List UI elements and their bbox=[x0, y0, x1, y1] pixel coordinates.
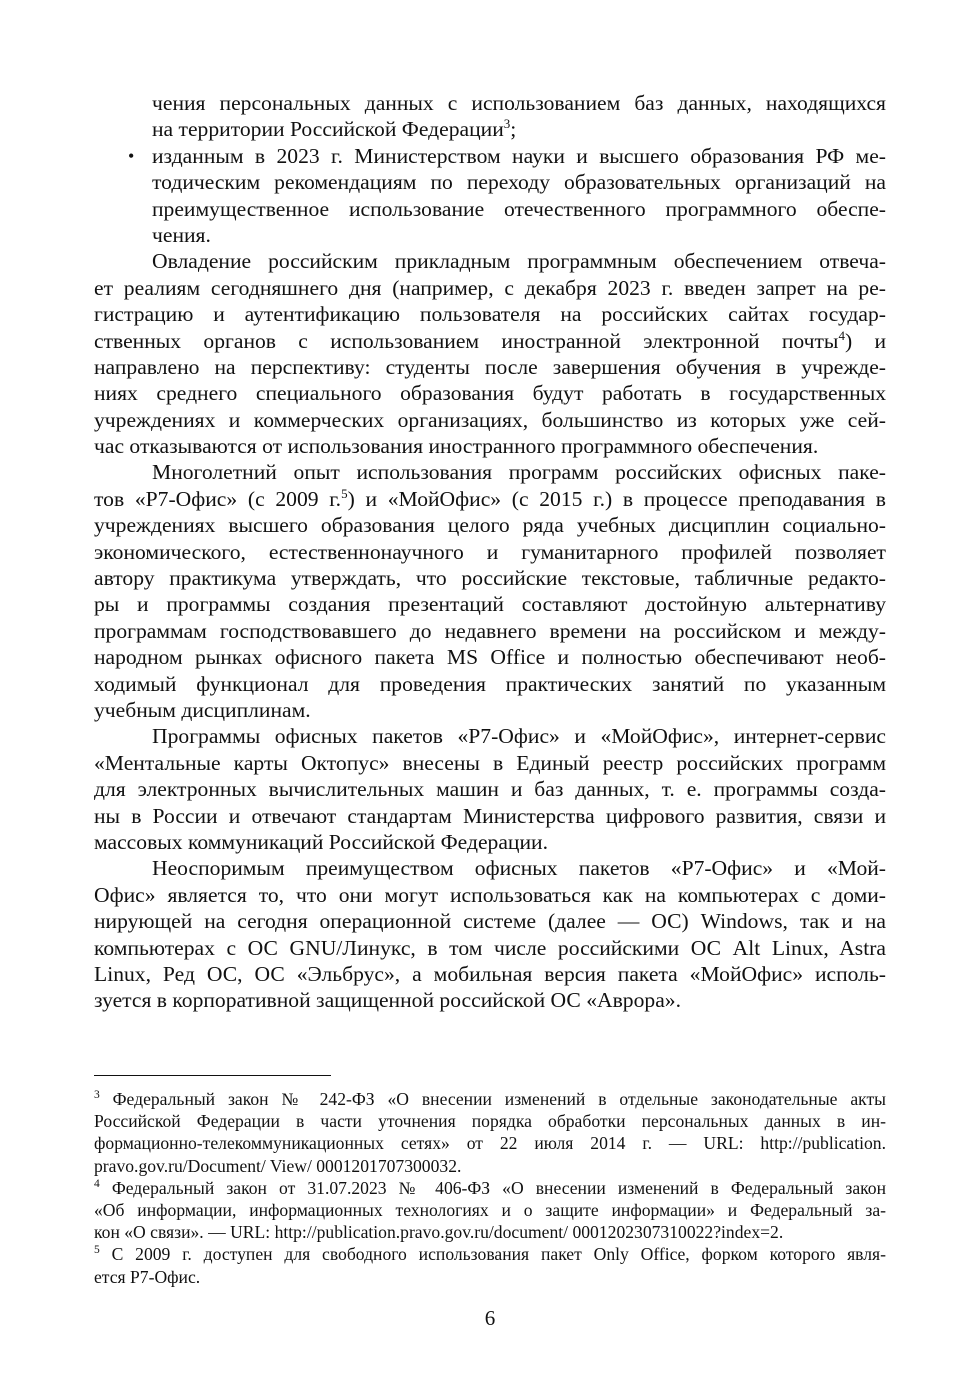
footnote-line: $^4$ Федеральный закон от 31.07.2023 № 406-ФЗ «О внесении изменений в Федеральный закон bbox=[94, 1177, 886, 1198]
footnote-3 bbox=[94, 1088, 886, 1177]
p1-line: ниях среднего специального образования будут работать в государственных bbox=[94, 381, 886, 406]
p1-line: учреждениях и коммерческих организациях, большинство из которых уже сей- bbox=[94, 407, 886, 432]
paragraph-2 bbox=[94, 459, 886, 723]
footnote-divider bbox=[94, 1075, 331, 1076]
paragraph-1 bbox=[94, 248, 886, 459]
p4-line: компьютерах с ОС GNU/Линукс, в том числе российскими ОС Alt Linux, Astra bbox=[94, 935, 886, 960]
intro-line-1: чения персональных данных с использованием баз данных, находящихся bbox=[152, 91, 886, 115]
footnote-mark-5: 5 bbox=[94, 1244, 100, 1257]
p3-line: для электронных вычислительных машин и баз данных, т. е. программы созда- bbox=[94, 777, 886, 802]
footnote-line: $^3$ Федеральный закон № 242-ФЗ «О внесении изменений в отдельные законодательные акты bbox=[94, 1089, 886, 1109]
footnote-ref-4[interactable]: 4 bbox=[838, 327, 845, 343]
p3-line: ны в России и отвечают стандартам Министерства цифрового развития, связи и bbox=[94, 803, 886, 828]
footnote-mark-3: 3 bbox=[94, 1089, 100, 1102]
p2-line: учреждениях высшего образования целого ряда учебных дисциплин социально- bbox=[94, 513, 886, 538]
p1-line: ственных органов с использованием иностранной электронной почты$^4$) и bbox=[94, 327, 887, 353]
p2-line: народном рынках офисного пакета MS Office и полностью обеспечивают необ- bbox=[94, 645, 886, 670]
paragraph-3 bbox=[94, 723, 886, 855]
p2-line: автору практикума утверждать, что российские текстовые, табличные редакто- bbox=[94, 566, 886, 591]
page-body bbox=[94, 90, 886, 1014]
footnote-line: «Об информации, информационных технологиях и о защите информации» и Федеральный за- bbox=[94, 1199, 886, 1220]
p1-line: гистрацию и аутентификацию пользователя на российских сайтах государ- bbox=[94, 302, 886, 327]
bullet-item bbox=[94, 143, 886, 249]
p3-line: Программы офисных пакетов «Р7-Офис» и «МойОфис», интернет-сервис bbox=[152, 724, 886, 749]
footnote-line: кон «О связи». — URL: http://publication.pravo.gov.ru/document/ 0001202307310022?index=2. bbox=[94, 1222, 784, 1243]
p2-line: программам господствовавшего до недавнего времени на российском и между- bbox=[94, 618, 886, 643]
bullet-icon: • bbox=[128, 145, 135, 166]
p2-line: учебным дисциплинам. bbox=[94, 697, 311, 722]
p4-line: Офис» является то, что они могут использоваться как на компьютерах с доми- bbox=[94, 882, 886, 907]
bullet-line-4: чения. bbox=[152, 222, 211, 247]
footnote-4 bbox=[94, 1177, 886, 1244]
bullet-line-1: изданным в 2023 г. Министерством науки и высшего образования РФ ме- bbox=[152, 143, 886, 168]
footnote-line: $^5$ С 2009 г. доступен для свободного использования пакет Only Office, форком которого явля- bbox=[94, 1244, 886, 1265]
footnote-mark-4: 4 bbox=[94, 1177, 100, 1190]
footnote-ref-3[interactable]: 3 bbox=[503, 116, 511, 132]
p4-line: нирующей на сегодня операционной системе (далее — ОС) Windows, так и на bbox=[94, 909, 886, 934]
p1-line: час отказываются от использования иностранного программного обеспечения. bbox=[94, 434, 819, 459]
intro-continuation bbox=[94, 90, 886, 143]
p2-line: экономического, естественнонаучного и гуманитарного профилей позволяет bbox=[94, 539, 886, 564]
p1-line: Овладение российским прикладным программным обеспечением отвеча- bbox=[152, 249, 886, 274]
p1-line: ет реалиям сегодняшнего дня (например, с декабря 2023 г. введен запрет на ре- bbox=[94, 275, 886, 300]
p2-line: Многолетний опыт использования программ российских офисных паке- bbox=[152, 460, 886, 485]
footnote-ref-5[interactable]: 5 bbox=[341, 485, 348, 501]
bullet-line-2: тодическим рекомендациям по переходу образовательных организаций на bbox=[152, 170, 886, 195]
p4-line: зуется в корпоративной защищенной российской ОС «Аврора». bbox=[94, 988, 681, 1013]
p2-line: ры и программы создания презентаций составляют достойную альтернативу bbox=[94, 592, 886, 617]
p4-line: Неоспоримым преимуществом офисных пакетов «Р7-Офис» и «Мой- bbox=[152, 856, 886, 881]
footnote-line: формационно-телекоммуникационных сетях» от 22 июля 2014 г. — URL: http://publication. bbox=[94, 1133, 886, 1154]
intro-line-2: на территории Российской Федерации$^3$; bbox=[152, 116, 517, 142]
footnote-line: ется Р7-Офис. bbox=[94, 1266, 201, 1287]
p2-line: тов «Р7-Офис» (с 2009 г.$^5$) и «МойОфис» (с 2015 г.) в процессе преподавания в bbox=[94, 485, 887, 511]
p3-line: «Ментальные карты Октопус» внесены в Единый реестр российских программ bbox=[94, 750, 886, 775]
p4-line: Linux, Ред ОС, ОС «Эльбрус», а мобильная версия пакета «МойОфис» исполь- bbox=[94, 961, 886, 986]
footnote-line: pravo.gov.ru/Document/ View/ 0001201707300032. bbox=[94, 1155, 462, 1176]
footnotes-section bbox=[94, 1088, 886, 1288]
footnote-5 bbox=[94, 1243, 886, 1287]
footnote-line: Российской Федерации в части уточнения порядка обработки персональных данных в ин- bbox=[94, 1111, 886, 1132]
p3-line: массовых коммуникаций Российской Федерации. bbox=[94, 829, 548, 854]
paragraph-4 bbox=[94, 855, 886, 1013]
p2-line: ходимый функционал для проведения практических занятий по указанным bbox=[94, 671, 886, 696]
p1-line: направлено на перспективу: студенты после завершения обучения в учрежде- bbox=[94, 354, 886, 379]
page-number: 6 bbox=[484, 1306, 496, 1330]
bullet-line-3: преимущественное использование отечественного программного обеспе- bbox=[152, 196, 886, 221]
